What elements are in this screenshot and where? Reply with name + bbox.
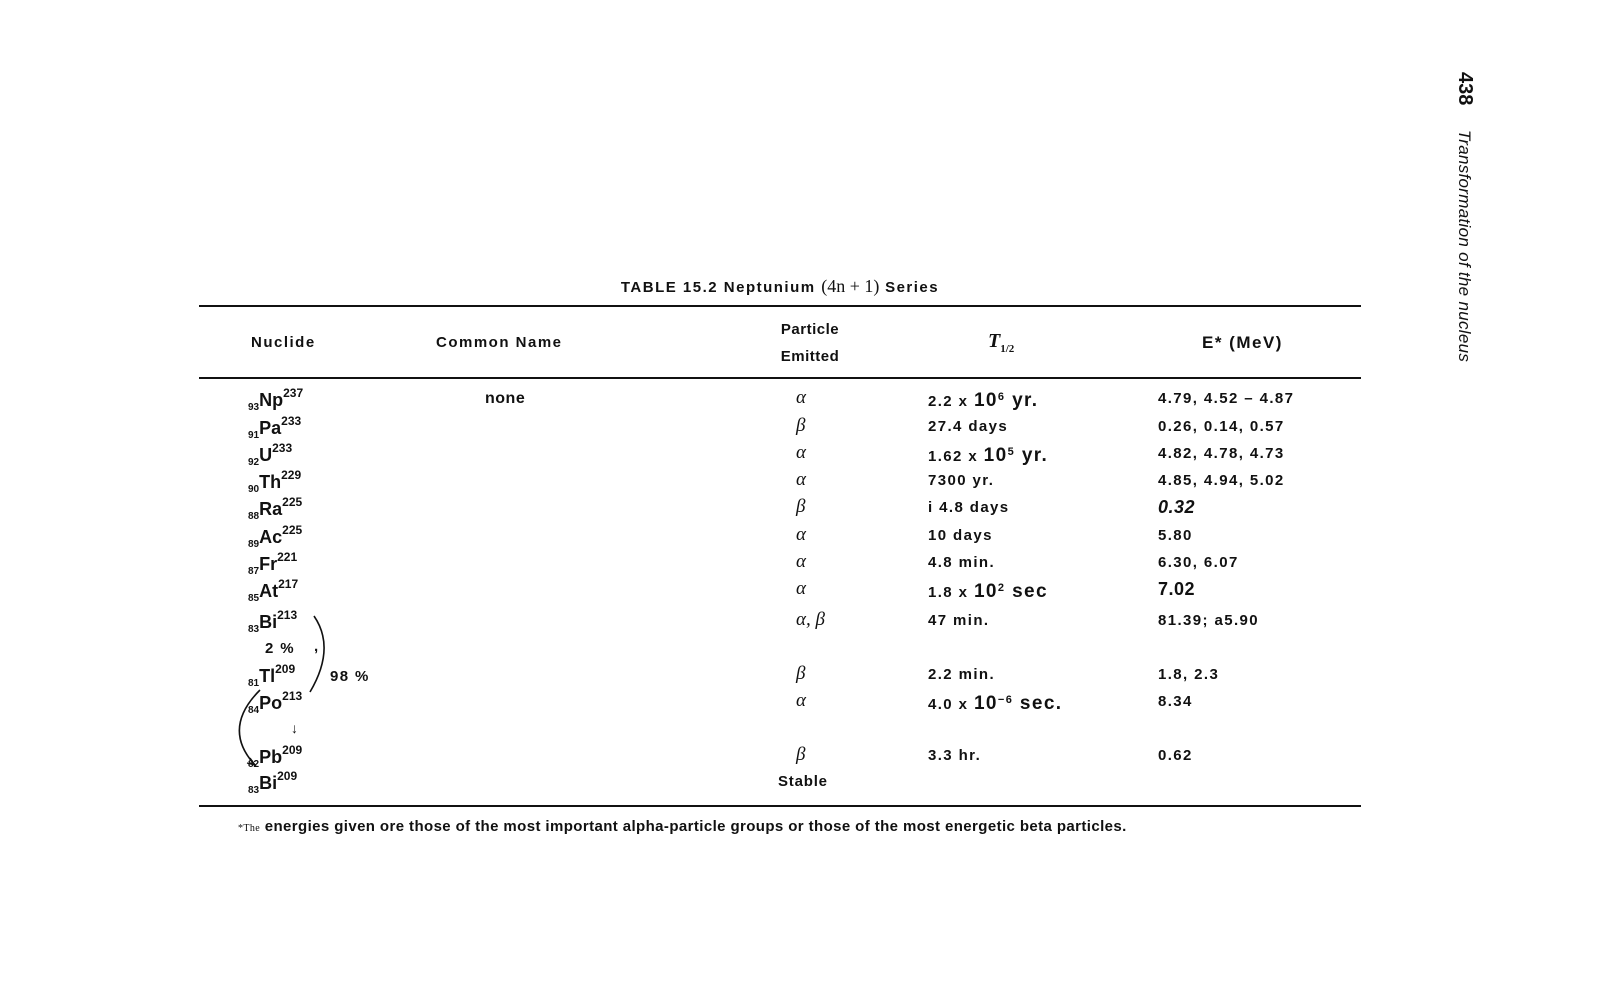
half-life-cell <box>928 612 990 629</box>
element-symbol: At <box>259 581 279 601</box>
half-life-cell <box>928 666 995 683</box>
half-life-unit: sec <box>1005 581 1048 602</box>
energy-cell: 8.34 <box>1158 693 1193 710</box>
particle-cell: α <box>796 387 806 408</box>
half-life-text: i 4.8 days <box>928 499 1010 516</box>
mass-number: 225 <box>282 495 303 509</box>
element-symbol: Bi <box>259 612 278 632</box>
element-symbol: Np <box>259 390 284 410</box>
half-life-exponent: 6 <box>997 391 1006 403</box>
atomic-number: 90 <box>248 484 260 495</box>
element-symbol: Pa <box>259 418 282 438</box>
running-header <box>1453 72 1476 362</box>
half-life-text: 1.8 x <box>928 584 974 601</box>
mass-number: 213 <box>282 689 303 703</box>
half-life-text: 4.0 x <box>928 696 974 713</box>
atomic-number: 82 <box>248 759 260 770</box>
header-particle-line1: Particle <box>780 321 840 338</box>
element-symbol: Th <box>259 472 282 492</box>
atomic-number: 83 <box>248 785 260 796</box>
half-life-text: 10 days <box>928 527 993 544</box>
half-life-text: 2.2 x <box>928 393 974 410</box>
branch-percent-left: 2 % <box>265 640 296 657</box>
energy-cell: 7.02 <box>1158 579 1196 599</box>
element-symbol: Fr <box>259 554 278 574</box>
energy-cell: 6.30, 6.07 <box>1158 554 1239 571</box>
element-symbol: U <box>259 445 273 465</box>
half-life-cell <box>928 747 981 764</box>
half-life-cell <box>928 499 1010 516</box>
half-life-base: 10 <box>983 445 1008 466</box>
table-title-formula: (4n + 1) <box>821 276 880 296</box>
branch-arrow-curve <box>239 690 260 764</box>
nuclide-cell <box>248 523 302 550</box>
element-symbol: Bi <box>259 773 278 793</box>
energy-cell: 0.62 <box>1158 747 1193 764</box>
half-life-unit: yr. <box>1005 390 1039 411</box>
atomic-number: 92 <box>248 457 260 468</box>
half-life-text: 7300 yr. <box>928 472 995 489</box>
half-life-text: 3.3 hr. <box>928 747 982 764</box>
particle-cell: α <box>796 551 806 572</box>
footnote <box>238 818 1127 835</box>
particle-cell: α <box>796 469 806 490</box>
table-title <box>0 276 1560 297</box>
particle-cell: β <box>796 496 806 517</box>
header-particle-emitted <box>770 316 850 370</box>
energy-cell: 0.26, 0.14, 0.57 <box>1158 418 1285 435</box>
element-symbol: Tl <box>259 666 276 686</box>
mass-number: 229 <box>281 468 302 482</box>
common-name-cell: none <box>485 390 526 407</box>
nuclide-cell <box>248 769 297 796</box>
nuclide-cell <box>248 550 297 577</box>
header-half-life <box>988 330 1014 355</box>
half-life-unit: sec. <box>1013 693 1063 714</box>
half-life-cell <box>928 472 994 489</box>
branch-percent-right: 98 % <box>330 668 370 685</box>
element-symbol: Pb <box>259 747 283 767</box>
half-life-exponent: 5 <box>1007 446 1016 458</box>
particle-cell: α <box>796 524 806 545</box>
half-life-exponent: −6 <box>997 694 1014 706</box>
table-bottom-rule <box>199 805 1361 807</box>
element-symbol: Ra <box>259 499 283 519</box>
table-top-rule <box>199 305 1361 307</box>
mass-number: 209 <box>282 743 303 757</box>
particle-cell: β <box>796 744 806 765</box>
particle-cell: β <box>796 415 806 436</box>
table-title-prefix: TABLE 15.2 Neptunium <box>620 279 822 296</box>
particle-cell: β <box>796 663 806 684</box>
nuclide-cell <box>248 386 303 413</box>
nuclide-cell <box>248 495 302 522</box>
half-life-cell <box>928 693 1062 715</box>
header-common-name: Common Name <box>436 334 563 351</box>
particle-cell: α <box>796 690 806 711</box>
half-life-text: 27.4 days <box>928 418 1009 435</box>
particle-cell: α <box>796 442 806 463</box>
header-nuclide: Nuclide <box>251 334 316 351</box>
mass-number: 217 <box>278 577 299 591</box>
mass-number: 221 <box>277 550 298 564</box>
mass-number: 233 <box>281 414 302 428</box>
half-life-cell <box>928 390 1038 412</box>
half-life-exponent: 2 <box>997 582 1006 594</box>
half-life-text: 2.2 min. <box>928 666 996 683</box>
half-life-cell <box>928 445 1048 467</box>
half-life-base: 10 <box>973 581 998 602</box>
energy-cell: 4.85, 4.94, 5.02 <box>1158 472 1285 489</box>
atomic-number: 88 <box>248 511 260 522</box>
atomic-number: 89 <box>248 539 260 550</box>
nuclide-cell <box>248 414 301 441</box>
header-half-life-symbol: T <box>988 330 1001 352</box>
header-particle-line2: Emitted <box>780 348 840 365</box>
nuclide-cell <box>248 577 298 604</box>
branch-diagram <box>230 612 410 772</box>
atomic-number: 81 <box>248 678 260 689</box>
atomic-number: 85 <box>248 593 260 604</box>
energy-cell: 0.32 <box>1158 497 1196 517</box>
mass-number: 209 <box>275 662 296 676</box>
energy-cell: 81.39; a5.90 <box>1158 612 1260 629</box>
mass-number: 233 <box>272 441 293 455</box>
energy-cell: 4.79, 4.52 – 4.87 <box>1158 390 1295 407</box>
footnote-text: energies given ore those of the most important alpha-particle groups or those of the most energetic beta particles. <box>260 818 1127 835</box>
header-half-life-subscript: 1/2 <box>1000 343 1015 355</box>
half-life-cell <box>928 581 1048 603</box>
element-symbol: Po <box>259 693 283 713</box>
particle-cell: α, β <box>796 609 825 630</box>
half-life-cell <box>928 418 1008 435</box>
atomic-number: 83 <box>248 624 260 635</box>
mass-number: 213 <box>277 608 298 622</box>
atomic-number: 93 <box>248 402 260 413</box>
running-title: Transformation of the nucleus <box>1455 129 1474 363</box>
atomic-number: 91 <box>248 430 260 441</box>
down-arrow-icon: ↓ <box>291 720 300 736</box>
branch-comma: , <box>314 638 320 655</box>
mass-number: 209 <box>277 769 298 783</box>
energy-cell: 4.82, 4.78, 4.73 <box>1158 445 1285 462</box>
atomic-number: 84 <box>248 705 260 716</box>
element-symbol: Ac <box>259 527 283 547</box>
half-life-cell <box>928 527 993 544</box>
nuclide-cell <box>248 441 292 468</box>
half-life-base: 10 <box>973 693 998 714</box>
energy-cell: 1.8, 2.3 <box>1158 666 1220 683</box>
nuclide-cell <box>248 468 301 495</box>
half-life-unit: yr. <box>1015 445 1049 466</box>
table-header-rule <box>199 377 1361 379</box>
atomic-number: 87 <box>248 566 260 577</box>
energy-cell: 5.80 <box>1158 527 1193 544</box>
half-life-base: 10 <box>973 390 998 411</box>
half-life-text: 1.62 x <box>928 448 984 465</box>
particle-cell: Stable <box>778 773 828 790</box>
page-number: 438 <box>1454 72 1476 106</box>
footnote-mark: *The <box>238 823 261 834</box>
mass-number: 225 <box>282 523 303 537</box>
half-life-text: 4.8 min. <box>928 554 996 571</box>
particle-cell: α <box>796 578 806 599</box>
half-life-text: 47 min. <box>928 612 990 629</box>
mass-number: 237 <box>283 386 304 400</box>
half-life-cell <box>928 554 995 571</box>
table-title-suffix: Series <box>879 279 940 296</box>
header-energy: E* (MeV) <box>1202 333 1283 352</box>
